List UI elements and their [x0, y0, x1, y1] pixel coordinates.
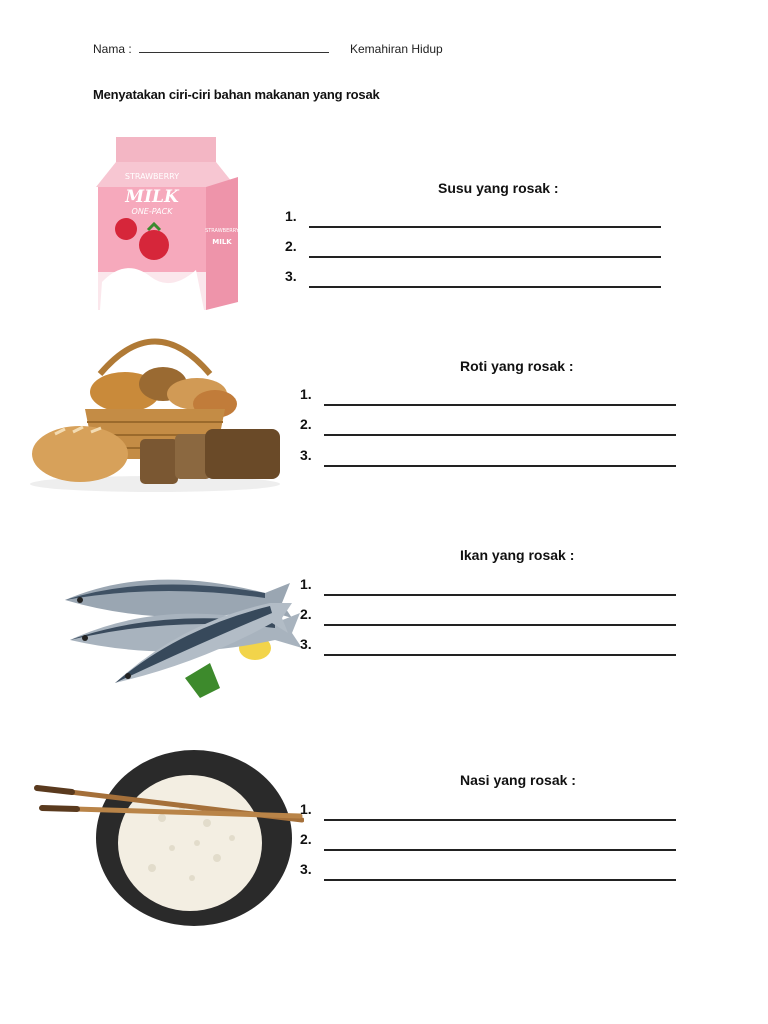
milk-carton-icon [96, 132, 242, 314]
answer-line-bread-3[interactable] [300, 447, 680, 469]
milk-side-text-2: MILK [212, 238, 232, 246]
answer-line-milk-2[interactable] [285, 238, 665, 260]
section-title-bread: Roti yang rosak : [460, 358, 574, 374]
name-label: Nama : [93, 42, 132, 56]
worksheet-instruction: Menyatakan ciri-ciri bahan makanan yang rosak [93, 87, 380, 102]
bread-basket-icon [25, 334, 287, 496]
answer-number: 3. [300, 636, 312, 652]
milk-subtitle-text: ONE-PACK [131, 207, 173, 216]
section-title-fish: Ikan yang rosak : [460, 547, 575, 563]
answer-line-bread-2[interactable] [300, 416, 680, 438]
section-title-rice: Nasi yang rosak : [460, 772, 576, 788]
answer-line-rice-1[interactable] [300, 801, 680, 823]
answer-number: 1. [285, 208, 297, 224]
answer-line-fish-2[interactable] [300, 606, 680, 628]
answer-number: 1. [300, 386, 312, 402]
answer-line-rice-2[interactable] [300, 831, 680, 853]
rice-bowl-icon [32, 748, 304, 930]
answer-number: 3. [300, 861, 312, 877]
answer-number: 3. [285, 268, 297, 284]
answer-line-milk-1[interactable] [285, 208, 665, 230]
answer-line-rice-3[interactable] [300, 861, 680, 883]
name-blank-line[interactable] [139, 42, 329, 53]
section-title-milk: Susu yang rosak : [438, 180, 559, 196]
answer-number: 2. [285, 238, 297, 254]
answer-number: 2. [300, 416, 312, 432]
answer-line-bread-1[interactable] [300, 386, 680, 408]
answer-line-fish-1[interactable] [300, 576, 680, 598]
milk-brand-text: STRAWBERRY [124, 172, 180, 181]
answer-line-fish-3[interactable] [300, 636, 680, 658]
answer-number: 1. [300, 576, 312, 592]
name-field[interactable] [93, 42, 329, 56]
fish-icon [60, 568, 300, 703]
milk-side-text-1: STRAWBERRY [205, 228, 239, 234]
answer-line-milk-3[interactable] [285, 268, 665, 290]
answer-number: 3. [300, 447, 312, 463]
milk-title-text: MILK [125, 187, 179, 207]
answer-number: 2. [300, 606, 312, 622]
answer-number: 1. [300, 801, 312, 817]
answer-number: 2. [300, 831, 312, 847]
subject-label: Kemahiran Hidup [350, 42, 443, 56]
